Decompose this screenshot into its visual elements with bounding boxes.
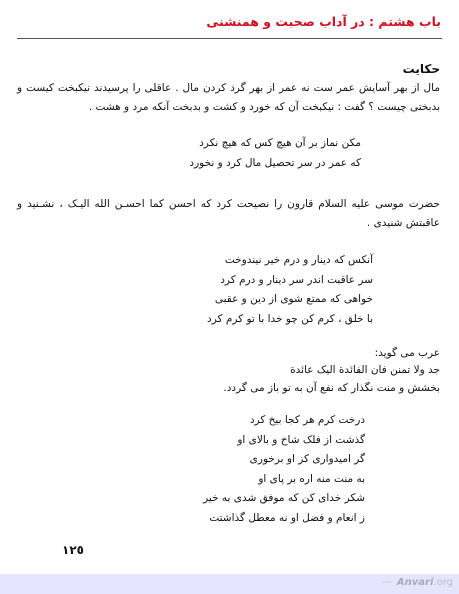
verse-line: آنکس که دینار و درم خیر نیندوخت: [224, 254, 373, 266]
verse-block-1: [61, 134, 361, 173]
verse-line: شکر خدای کن که موفق شدی به خیر: [203, 492, 365, 504]
verse-block-2: [73, 251, 373, 329]
verse-line: گر امیدواری کز او برخوری: [249, 453, 365, 465]
verse-line: با خلق ، کرم کن چو خدا با تو کرم کرد: [207, 312, 373, 325]
section-title: حکایت: [402, 62, 440, 76]
header-divider: [17, 38, 442, 39]
watermark-brand: Anvari: [396, 577, 434, 588]
verse-line: به منت منه اره بر پای او: [258, 472, 365, 485]
verse-line: درخت کرم هر کجا بیخ کرد: [249, 414, 365, 426]
verse-line: گذشت از فلک شاخ و بالای او: [237, 433, 365, 446]
verse-line: سر عاقبت اندر سر دینار و درم کرد: [220, 273, 373, 286]
chapter-header: باب هشتم : در آداب صحبت و همنشنی: [206, 14, 441, 29]
verse-line: ز انعام و فضل او نه معطل گذاشتت: [209, 511, 365, 524]
verse-block-3: [65, 411, 365, 528]
watermark-dashes: ----: [380, 577, 391, 588]
persian-translation: بخشش و منت نگذار که نفع آن به تو باز می گردد.: [223, 382, 440, 394]
verse-line: مکن نماز بر آن هیچ کس که هیچ نکرد: [199, 137, 361, 149]
arabic-saying: جد ولا تمنن فان الفائدة الیک عائدة: [290, 364, 440, 376]
story-paragraph-2: حضرت موسی علیه السلام قارون را نصیحت کرد که احسن کما احسـن الله الیـک ، نشـنید و عاقبتش شنیدی .: [17, 198, 440, 229]
page-number: ١٢٥: [62, 543, 84, 557]
watermark: [380, 577, 453, 588]
watermark-tld: .org: [433, 577, 453, 588]
footer-bar: [0, 574, 459, 594]
arab-intro: عرب می گوید:: [374, 347, 440, 359]
verse-line: که عمر در سر تحصیل مال کرد و نخورد: [189, 156, 361, 169]
story-paragraph-1: مال از بهر آسایش عمر ست نه عمر از بهر گرد کردن مال . عاقلی را پرسیدند نیکبخت کیست و بدبختی چیست ؟ گفت : نیکبخت آن که خورد و کشت و بدبخت آنکه مرد و هشت .: [17, 82, 440, 113]
verse-line: خواهی که ممتع شوی از دین و عقبی: [214, 293, 373, 305]
